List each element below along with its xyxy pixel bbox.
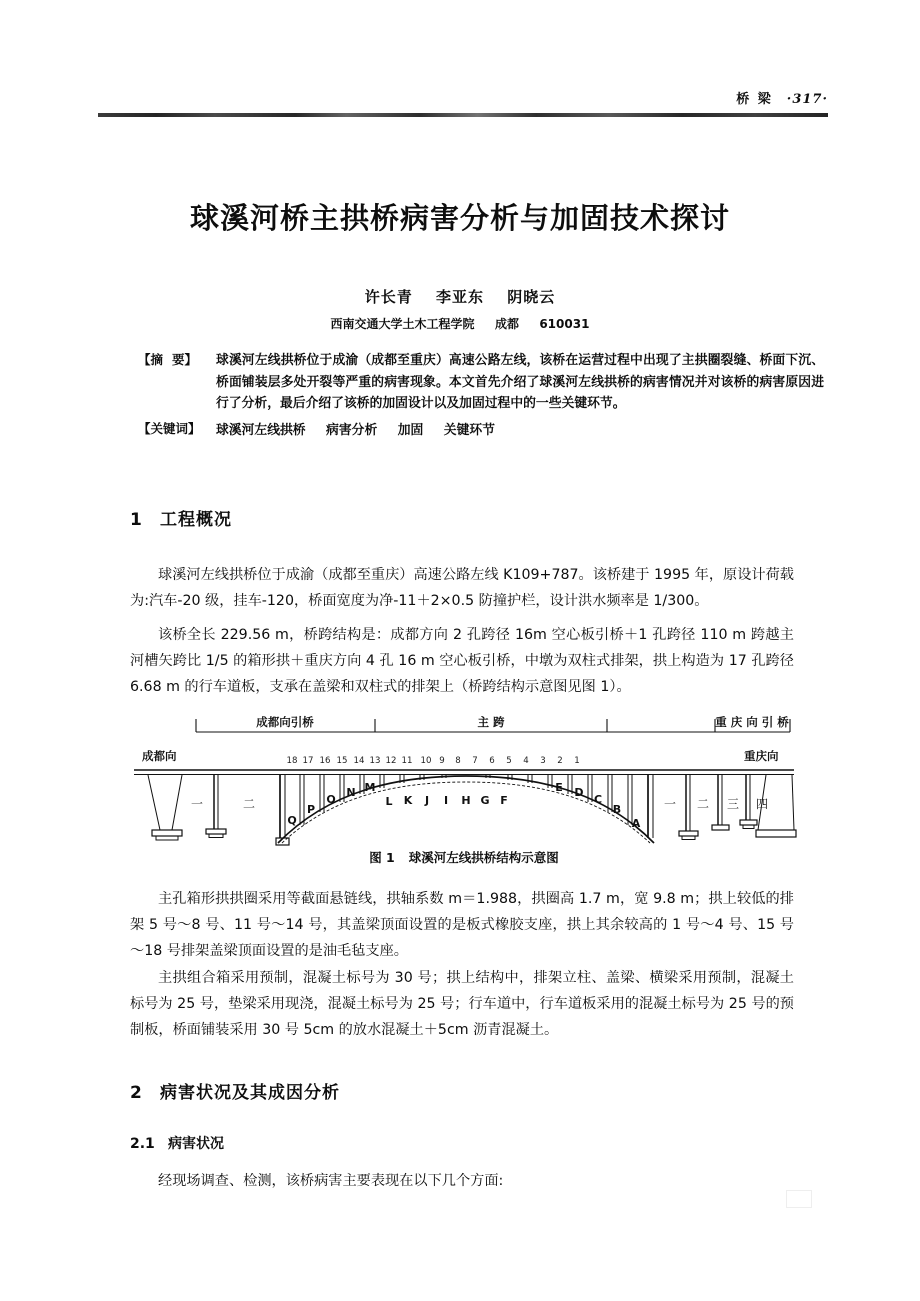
- svg-text:1: 1: [574, 756, 580, 766]
- svg-text:11: 11: [401, 756, 413, 766]
- figure-1-caption-number: 图 1: [369, 850, 395, 865]
- svg-text:H: H: [461, 794, 471, 807]
- svg-text:8: 8: [455, 756, 461, 766]
- zone-label-main-span: 主 跨: [477, 715, 505, 729]
- svg-text:D: D: [574, 786, 584, 799]
- author-list: [0, 286, 920, 307]
- svg-text:四: 四: [755, 797, 769, 811]
- page-title: 球溪河桥主拱桥病害分析与加固技术探讨: [189, 201, 730, 235]
- svg-text:4: 4: [523, 756, 529, 766]
- heading-section-2: [130, 1078, 340, 1103]
- heading-section-1-text: 工程概况: [160, 510, 232, 530]
- svg-text:G: G: [480, 794, 490, 807]
- running-head-section: 桥 梁: [736, 92, 773, 107]
- svg-text:9: 9: [439, 756, 445, 766]
- svg-text:16: 16: [319, 756, 331, 766]
- deck-number-group: [287, 756, 580, 766]
- svg-text:5: 5: [506, 756, 512, 766]
- paragraph-1-2: 该桥全长 229.56 m，桥跨结构是：成都方向 2 孔跨径 16m 空心板引桥＋1 孔跨径 110 m 跨越主河槽矢跨比 1/5 的箱形拱＋重庆方向 4 孔 16 m 空心板引桥，中墩为双柱式排架，拱上构造为 17 孔跨径 6.68 m 的行车道板，支承在盖梁和双柱式的排架上（桥跨结构示意图见图 1）。: [130, 627, 794, 695]
- affiliation-city: 成都: [494, 317, 519, 331]
- svg-text:N: N: [346, 786, 356, 799]
- abstract-text: 球溪河左线拱桥位于成渝（成都至重庆）高速公路左线，该桥在运营过程中出现了主拱圈裂缝、桥面下沉、桥面铺装层多处开裂等严重的病害现象。本文首先介绍了球溪河左线拱桥的病害情况并对该桥的病害原因进行了分析，最后介绍了该桥的加固设计以及加固过程中的一些关键环节。: [216, 353, 824, 411]
- affiliation: [0, 315, 920, 332]
- author-1: 许长青: [364, 288, 413, 306]
- svg-text:L: L: [385, 795, 393, 808]
- bridge-elevation-diagram: [130, 712, 798, 847]
- paragraph-1-1: 球溪河左线拱桥位于成渝（成都至重庆）高速公路左线 K109+787。该桥建于 1995 年，原设计荷载为:汽车-20 级，挂车-120，桥面宽度为净-11＋2×0.5 防撞护栏，设计洪水频率是 1/300。: [130, 567, 794, 609]
- keywords-label: 【关键词】: [138, 420, 201, 436]
- svg-text:6: 6: [489, 756, 495, 766]
- heading-section-2-1-text: 病害状况: [168, 1136, 224, 1152]
- heading-section-1-number: 1: [130, 510, 143, 530]
- paragraph-2-1: 经现场调查、检测，该桥病害主要表现在以下几个方面:: [158, 1173, 504, 1189]
- abstract-row: [138, 350, 824, 415]
- affiliation-org: 西南交通大学土木工程学院: [330, 317, 475, 331]
- svg-text:K: K: [403, 794, 413, 807]
- abstract-label-word: 要: [172, 352, 185, 367]
- paragraph-1-4: 主拱组合箱采用预制，混凝土标号为 30 号；拱上结构中，排架立柱、盖梁、横梁采用预制，混凝土标号为 25 号，垫梁采用现浇，混凝土标号为 25 号；行车道中，行车道板采用的混凝土标号为 25 号的预制板，桥面铺装采用 30 号 5cm 的放水混凝土＋5cm 沥青混凝土。: [130, 970, 794, 1038]
- keyword-4: 关键环节: [443, 422, 495, 438]
- keywords-list: [216, 419, 511, 438]
- figure-1: [130, 712, 798, 865]
- svg-text:P: P: [306, 803, 316, 816]
- author-3: 阴晓云: [507, 288, 556, 306]
- svg-text:12: 12: [385, 756, 397, 766]
- svg-text:一: 一: [190, 797, 204, 811]
- svg-text:17: 17: [302, 756, 314, 766]
- heading-section-2-1: [130, 1133, 224, 1153]
- figure-1-caption-text: 球溪河左线拱桥结构示意图: [408, 850, 559, 865]
- svg-text:13: 13: [369, 756, 381, 766]
- svg-text:18: 18: [286, 756, 298, 766]
- svg-text:M: M: [364, 781, 376, 794]
- svg-text:Q: Q: [287, 814, 297, 827]
- keyword-3: 加固: [397, 422, 424, 438]
- page-folio: ·317·: [786, 92, 828, 107]
- heading-section-2-1-number: 2.1: [130, 1136, 155, 1152]
- svg-text:I: I: [443, 794, 449, 807]
- author-2: 李亚东: [435, 288, 484, 306]
- keyword-1: 球溪河左线拱桥: [216, 422, 306, 438]
- keywords-row: [138, 419, 824, 438]
- svg-text:J: J: [424, 794, 430, 807]
- svg-text:一: 一: [663, 797, 677, 811]
- abstract-label: [138, 350, 216, 415]
- svg-text:7: 7: [472, 756, 478, 766]
- zone-label-chengdu-approach: 成都向引桥: [256, 715, 314, 729]
- svg-text:15: 15: [336, 756, 348, 766]
- svg-text:14: 14: [353, 756, 365, 766]
- svg-text:O: O: [326, 793, 336, 806]
- header-rule: [98, 113, 828, 117]
- zone-label-chongqing-approach: 重 庆 向 引 桥: [715, 715, 789, 729]
- paragraph-1-3: 主孔箱形拱拱圈采用等截面悬链线，拱轴系数 m＝1.988，拱圈高 1.7 m，宽 9.8 m；拱上较低的排架 5 号～8 号、11 号～14 号，其盖梁顶面设置的是板式橡胶支座，拱上其余较高的 1 号～4 号、15 号～18 号排架盖梁顶面设置的是油毛毡支座。: [130, 891, 794, 959]
- abstract-block: [138, 350, 824, 440]
- svg-text:F: F: [500, 794, 508, 807]
- svg-text:B: B: [612, 803, 622, 816]
- svg-text:2: 2: [557, 756, 563, 766]
- figure-1-caption: [130, 848, 798, 866]
- direction-label-right: 重庆向: [744, 749, 779, 763]
- svg-text:三: 三: [726, 797, 740, 811]
- svg-text:二: 二: [696, 797, 710, 811]
- keyword-2: 病害分析: [326, 422, 378, 438]
- affiliation-zip: 610031: [539, 317, 590, 331]
- svg-text:A: A: [631, 817, 641, 830]
- heading-section-1: [130, 505, 232, 530]
- svg-text:E: E: [555, 781, 563, 794]
- running-head: [736, 88, 828, 107]
- heading-section-2-number: 2: [130, 1083, 143, 1103]
- heading-section-2-text: 病害状况及其成因分析: [160, 1083, 340, 1103]
- svg-text:10: 10: [420, 756, 432, 766]
- svg-text:C: C: [593, 793, 603, 806]
- abstract-label-close: 】: [184, 352, 198, 367]
- svg-text:二: 二: [242, 797, 256, 811]
- abstract-label-open: 【摘: [138, 352, 164, 367]
- direction-label-left: 成都向: [142, 749, 177, 763]
- svg-text:3: 3: [540, 756, 546, 766]
- scan-artifact: [786, 1190, 812, 1208]
